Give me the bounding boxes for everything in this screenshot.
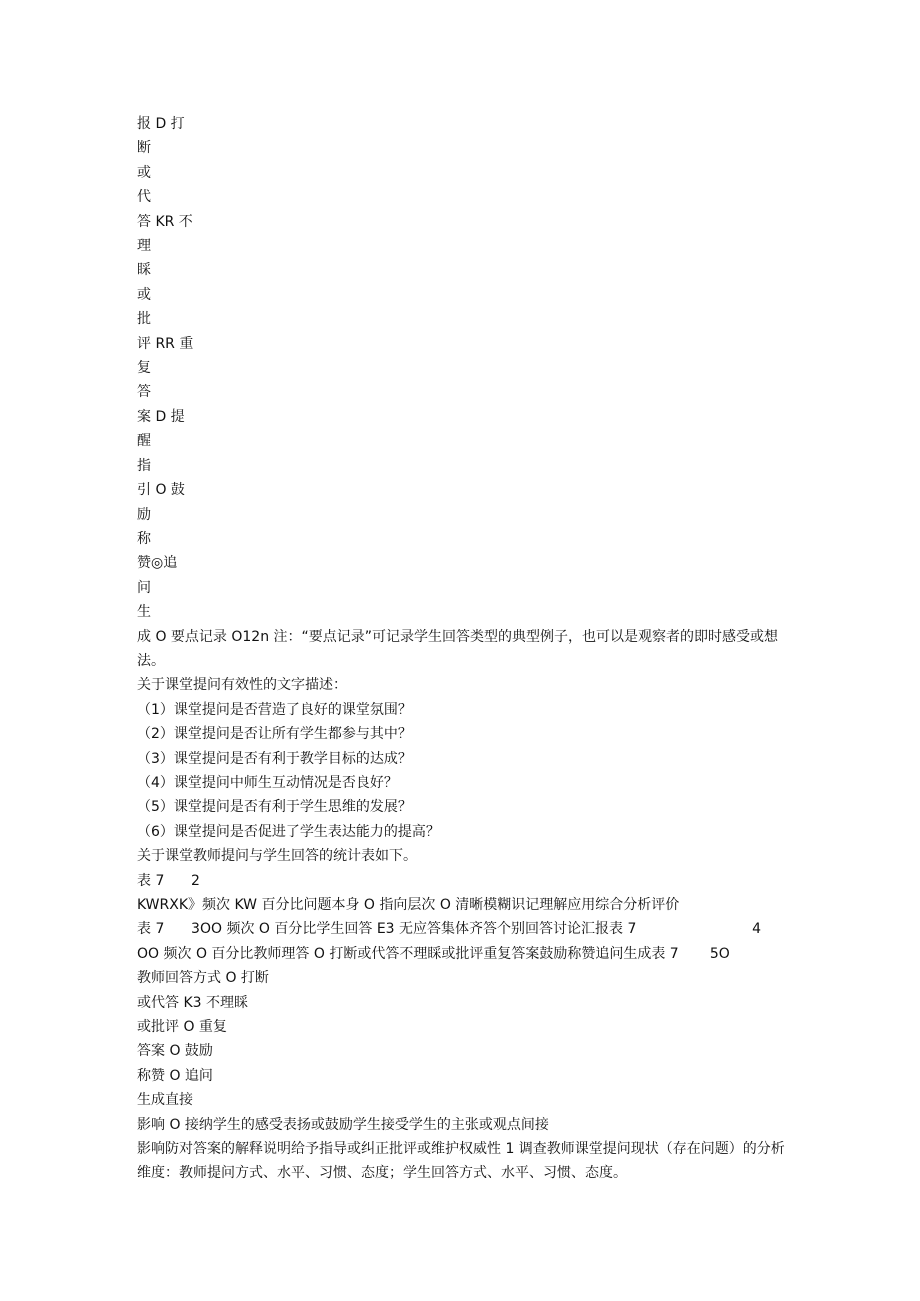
question-item: （1）课堂提问是否营造了良好的课堂氛围？	[137, 701, 412, 718]
note-paragraph: 成 O 要点记录 O12n 注：“要点记录”可记录学生回答类型的典型例子，也可以是观察者的即时感受或想法。	[137, 628, 779, 669]
table-text-line: 表 7 2	[137, 872, 200, 889]
question-item: （5）课堂提问是否有利于学生思维的发展？	[137, 799, 412, 816]
vertical-text-line: 评 RR 重	[137, 335, 194, 352]
effectiveness-title: 关于课堂提问有效性的文字描述：	[137, 677, 347, 694]
vertical-text-line: 答	[137, 384, 151, 401]
table-text-line: KWRXK》频次 KW 百分比问题本身 O 指向层次 O 清晰模糊识记理解应用综合分析评价	[137, 897, 680, 913]
vertical-text-line: 断	[137, 140, 151, 157]
vertical-text-line: 理	[137, 238, 151, 255]
stats-intro: 关于课堂教师提问与学生回答的统计表如下。	[137, 848, 417, 865]
table-text-line: OO 频次 O 百分比教师理答 O 打断或代答不理睬或批评重复答案鼓励称赞追问生成表 7 5O	[137, 945, 730, 962]
table-text-line: 或代答 K3 不理睬	[137, 994, 248, 1011]
table-text-line: 影响 O 接纳学生的感受表扬或鼓励学生接受学生的主张或观点间接	[137, 1116, 549, 1133]
vertical-text-line: 赞◎追	[137, 555, 178, 572]
vertical-text-line: 问	[137, 579, 151, 596]
question-item: （4）课堂提问中师生互动情况是否良好？	[137, 774, 398, 791]
table-text-line: 答案 O 鼓励	[137, 1043, 213, 1060]
question-item: （2）课堂提问是否让所有学生都参与其中？	[137, 726, 412, 743]
vertical-text-line: 案 D 提	[137, 408, 185, 425]
vertical-text-line: 睬	[137, 262, 151, 279]
table-text-line: 表 7 3OO 频次 O 百分比学生回答 E3 无应答集体齐答个别回答讨论汇报表 7 4	[137, 921, 761, 938]
question-item: （6）课堂提问是否促进了学生表达能力的提高？	[137, 823, 440, 840]
final-paragraph: 影响防对答案的解释说明给予指导或纠正批评或维护权威性 1 调查教师课堂提问现状（存在问题）的分析维度：教师提问方式、水平、习惯、态度；学生回答方式、水平、习惯、态度。	[137, 1141, 785, 1182]
table-text-block	[137, 869, 787, 1137]
vertical-text-column	[137, 112, 787, 625]
vertical-text-line: 指	[137, 457, 151, 474]
vertical-text-line: 醒	[137, 433, 151, 450]
document-page	[137, 112, 787, 1186]
vertical-text-line: 答 KR 不	[137, 213, 193, 230]
question-list	[137, 698, 787, 844]
question-item: （3）课堂提问是否有利于教学目标的达成？	[137, 750, 412, 767]
table-text-line: 或批评 O 重复	[137, 1019, 227, 1036]
vertical-text-line: 复	[137, 360, 151, 377]
vertical-text-line: 励	[137, 506, 151, 523]
table-text-line: 称赞 O 追问	[137, 1067, 213, 1084]
vertical-text-line: 生	[137, 604, 151, 621]
vertical-text-line: 称	[137, 530, 151, 547]
vertical-text-line: 代	[137, 189, 151, 206]
table-text-line: 教师回答方式 O 打断	[137, 970, 269, 987]
vertical-text-line: 或	[137, 164, 151, 181]
vertical-text-line: 报 D 打	[137, 116, 185, 132]
vertical-text-line: 引 O 鼓	[137, 482, 185, 499]
vertical-text-line: 或	[137, 286, 151, 303]
table-text-line: 生成直接	[137, 1092, 193, 1109]
vertical-text-line: 批	[137, 311, 151, 328]
